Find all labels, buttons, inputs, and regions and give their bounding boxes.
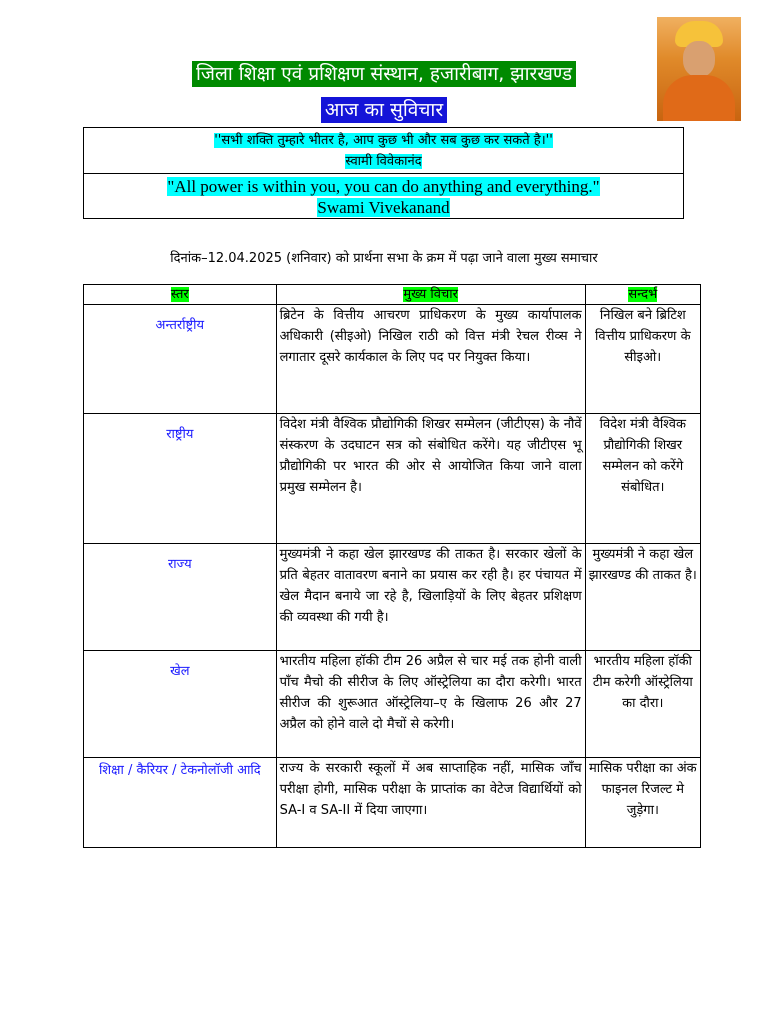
portrait-face bbox=[683, 41, 715, 77]
table-row bbox=[84, 758, 701, 848]
row-ref: मुख्यमंत्री ने कहा खेल झारखण्ड की ताकत है। bbox=[585, 544, 700, 651]
table-row bbox=[84, 544, 701, 651]
row-main: राज्य के सरकारी स्कूलों में अब साप्ताहिक नहीं, मासिक जाँच परीक्षा होगी, मासिक परीक्षा के प्राप्तांक का वेटेज विद्यार्थियों को SA-I व SA-II में दिया जाएगा। bbox=[276, 758, 585, 848]
header-ref: सन्दर्भ bbox=[585, 285, 700, 305]
institute-title-text: जिला शिक्षा एवं प्रशिक्षण संस्थान, हजारीबाग, झारखण्ड bbox=[192, 61, 576, 87]
row-main: मुख्यमंत्री ने कहा खेल झारखण्ड की ताकत है। सरकार खेलों के प्रति बेहतर वातावरण बनाने का प्रयास कर रही है। हर पंचायत में खेल मैदान बनाये जा रहे है, खिलाड़ियों के लिए बेहतर प्रशिक्षण की व्यवस्था की गयी है। bbox=[276, 544, 585, 651]
table-header-row bbox=[84, 285, 701, 305]
quote-hindi bbox=[84, 130, 683, 148]
date-line: दिनांक–12.04.2025 (शनिवार) को प्रार्थना सभा के क्रम में पढ़ा जाने वाला मुख्य समाचार bbox=[170, 251, 598, 266]
row-main: विदेश मंत्री वैश्विक प्रौद्योगिकी शिखर सम्मेलन (जीटीएस) के नौवें संस्करण के उदघाटन सत्र को संबोधित करेंगे। यह जीटीएस भू प्रौद्योगिकी पर भारत की ओर से आयोजित किया जाने वाला प्रमुख सम्मेलन है। bbox=[276, 414, 585, 544]
institute-title bbox=[0, 60, 768, 86]
quote-box bbox=[83, 127, 684, 219]
row-main: ब्रिटेन के वित्तीय आचरण प्राधिकरण के मुख्य कार्यापालक अधिकारी (सीइओ) निखिल राठी को वित्त मंत्री रेचल रीव्स ने लगातार दूसरे कार्यकाल के लिए पद पर नियुक्त किया। bbox=[276, 305, 585, 414]
row-ref: विदेश मंत्री वैश्विक प्रौद्योगिकी शिखर सम्मेलन को करेंगे संबोधित। bbox=[585, 414, 700, 544]
row-level: राष्ट्रीय bbox=[84, 414, 277, 544]
thought-of-day-text: आज का सुविचार bbox=[321, 97, 447, 123]
quote-english-author-text: Swami Vivekanand bbox=[317, 198, 450, 217]
quote-english bbox=[84, 177, 683, 197]
header-main: मुख्य विचार bbox=[276, 285, 585, 305]
row-level: राज्य bbox=[84, 544, 277, 651]
quote-hindi-author-text: स्वामी विवेकानंद bbox=[345, 154, 422, 169]
quote-hindi-text: ''सभी शक्ति तुम्हारे भीतर है, आप कुछ भी और सब कुछ कर सकते है।'' bbox=[214, 133, 553, 148]
vivekananda-portrait bbox=[657, 17, 741, 121]
row-level: खेल bbox=[84, 651, 277, 758]
row-main: भारतीय महिला हॉकी टीम 26 अप्रैल से चार मई तक होनी वाली पाँच मैचो की सीरीज के लिए ऑस्ट्रेलिया का दौरा करेगी। भारत सीरीज की शुरूआत ऑस्ट्रेलिया–ए के खिलाफ 26 और 27 अप्रैल को होने वाले दो मैचों से करेगी। bbox=[276, 651, 585, 758]
row-ref: मासिक परीक्षा का अंक फाइनल रिजल्ट मे जुड़ेगा। bbox=[585, 758, 700, 848]
thought-of-day-title bbox=[0, 96, 768, 122]
row-level: शिक्षा / कैरियर / टेकनोलॉजी आदि bbox=[84, 758, 277, 848]
row-ref: निखिल बने ब्रिटिश वित्तीय प्राधिकरण के सीइओ। bbox=[585, 305, 700, 414]
table-row bbox=[84, 414, 701, 544]
table-row bbox=[84, 651, 701, 758]
row-level: अन्तर्राष्ट्रीय bbox=[84, 305, 277, 414]
header-level: स्तर bbox=[84, 285, 277, 305]
table-row bbox=[84, 305, 701, 414]
quote-english-author bbox=[84, 198, 683, 218]
news-table bbox=[83, 284, 701, 848]
portrait-robe bbox=[663, 75, 735, 121]
row-ref: भारतीय महिला हॉकी टीम करेगी ऑस्ट्रेलिया का दौरा। bbox=[585, 651, 700, 758]
quote-hindi-author bbox=[84, 151, 683, 169]
quote-english-text: "All power is within you, you can do anything and everything." bbox=[167, 177, 600, 196]
quote-divider bbox=[84, 173, 683, 174]
